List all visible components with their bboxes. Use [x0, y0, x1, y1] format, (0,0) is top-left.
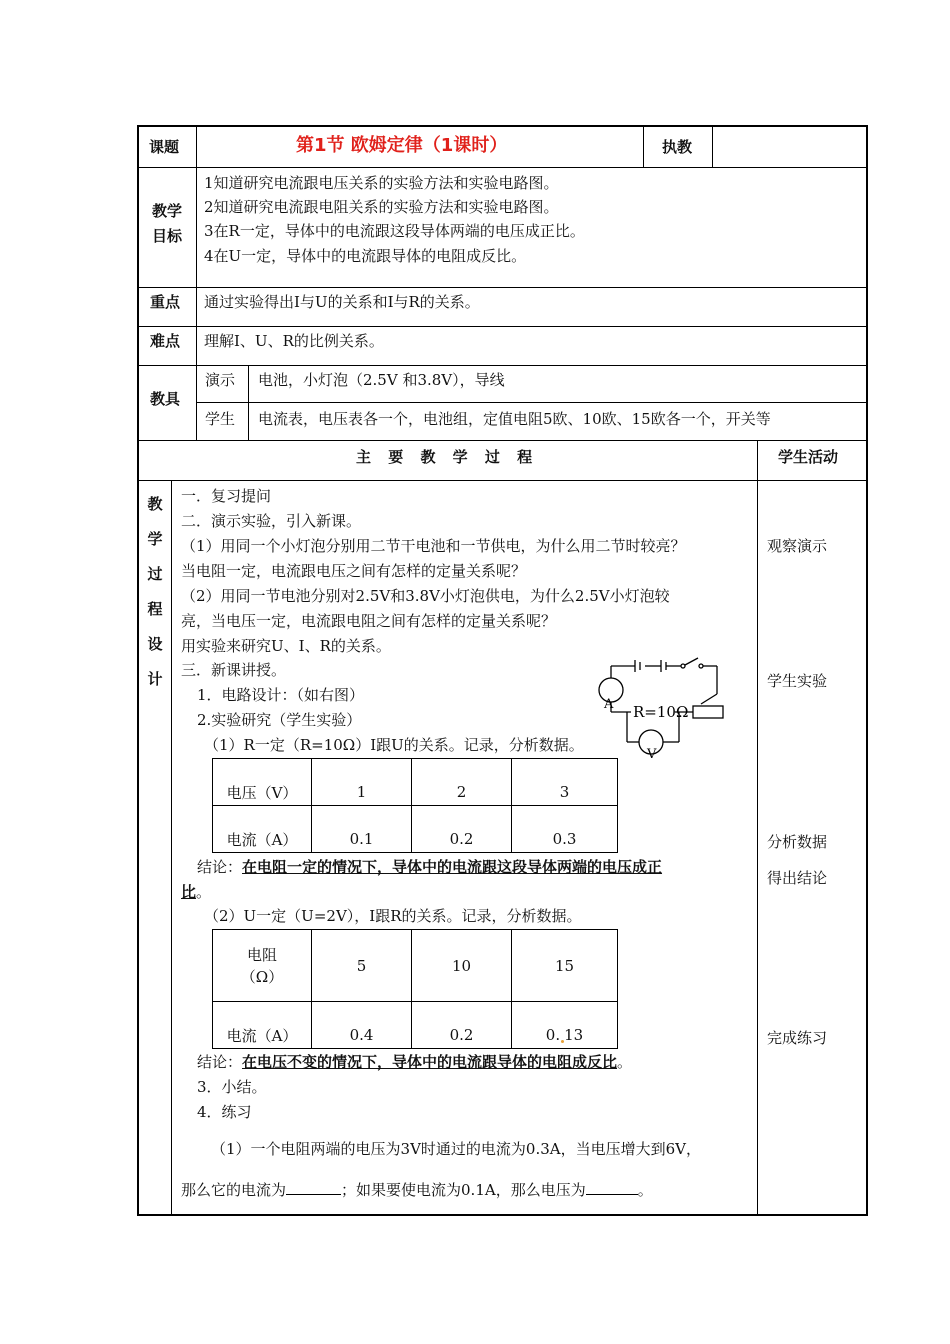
- table-cell: 0.2: [412, 1002, 512, 1049]
- voltmeter-label: V: [647, 747, 657, 762]
- line-q1b: 当电阻一定，电流跟电压之间有怎样的定量关系呢？: [181, 562, 527, 580]
- keypoint-label: 重点: [150, 293, 181, 311]
- circuit-diagram: [595, 652, 730, 764]
- table-cell: 1: [312, 759, 412, 806]
- equipment-label: 教具: [150, 390, 181, 408]
- conclusion-2-prefix: 结论：: [197, 1053, 243, 1071]
- objective-1: 1知道研究电流跟电压关系的实验方法和实验电路图。: [204, 174, 559, 192]
- rule-equip-inner: [197, 402, 868, 403]
- table-cell: [512, 1002, 618, 1049]
- row-label-current: 电流（A）: [213, 806, 312, 853]
- col-equip-sub: [248, 365, 249, 441]
- activity-conclude: 得出结论: [767, 869, 828, 887]
- side-char-2: 学: [147, 530, 163, 548]
- resistor-label: R=10Ω: [633, 703, 689, 721]
- table-cell: 2: [412, 759, 512, 806]
- col-teacher-right: [712, 125, 713, 168]
- line-exp2: （2）U一定（U=2V），I跟R的关系。记录，分析数据。: [204, 907, 582, 925]
- line-experiment: 2.实验研究（学生实验）: [197, 711, 362, 729]
- line-q1: （1）用同一个小灯泡分别用二节干电池和一节供电，为什么用二节时较亮？: [181, 537, 686, 555]
- table-cell-b: 13: [564, 1026, 584, 1044]
- conclusion-1-cont: [181, 882, 211, 902]
- frame-right: [866, 125, 868, 1216]
- ammeter-label: A: [604, 697, 614, 712]
- table-resistance-current: [212, 929, 618, 1049]
- side-char-1: 教: [147, 495, 163, 513]
- objective-4: 4在U一定，导体中的电流跟导体的电阻成反比。: [204, 247, 527, 265]
- col-side: [171, 480, 172, 1215]
- frame-left: [137, 125, 139, 1216]
- table-cell: 15: [512, 930, 618, 1002]
- col-label-top: [196, 125, 197, 441]
- table-cell: 0.1: [312, 806, 412, 853]
- line-circuit: 1．电路设计：（如右图）: [197, 686, 365, 704]
- objective-3: 3在R一定，导体中的电流跟这段导体两端的电压成正比。: [204, 222, 585, 240]
- line-study: 用实验来研究U、I、R的关系。: [181, 637, 391, 655]
- line-practice: 4．练习: [197, 1103, 252, 1121]
- difficulty-text: 理解I、U、R的比例关系。: [204, 332, 384, 350]
- objectives-label-2: 目标: [152, 227, 183, 245]
- line-exercise-b: [181, 1180, 653, 1200]
- side-char-5: 设: [147, 635, 163, 653]
- col-activity: [757, 440, 758, 1215]
- conclusion-2-text: 在电压不变的情况下，导体中的电流跟导体的电阻成反比: [242, 1053, 618, 1071]
- exercise-part-c: 。: [637, 1181, 653, 1199]
- process-side-label: [140, 487, 170, 697]
- side-char-3: 过: [147, 565, 163, 583]
- table-row: [213, 759, 618, 806]
- conclusion-2: [197, 1052, 632, 1072]
- page-title: 第1节 欧姆定律（1课时）: [296, 135, 508, 156]
- row-label-resistance-b: （Ω）: [240, 967, 284, 986]
- table-row: [213, 806, 618, 853]
- line-exp1: （1）R一定（R=10Ω）I跟U的关系。记录，分析数据。: [204, 736, 584, 754]
- line-new: 三．新课讲授。: [181, 661, 287, 679]
- table-cell: 3: [512, 759, 618, 806]
- conclusion-1-period: 。: [196, 883, 212, 901]
- line-exercise: （1）一个电阻两端的电压为3V时通过的电流为0.3A，当电压增大到6V，: [211, 1140, 701, 1158]
- row-label-resistance: [213, 930, 312, 1002]
- side-char-6: 计: [147, 670, 163, 688]
- conclusion-2-period: 。: [617, 1053, 633, 1071]
- equipment-demo-text: 电池，小灯泡（2.5V 和3.8V），导线: [258, 371, 505, 389]
- rule-header: [137, 167, 868, 168]
- conclusion-1-text: 在电阻一定的情况下，导体中的电流跟这段导体两端的电压成正: [242, 858, 663, 876]
- table-voltage-current: [212, 758, 618, 853]
- rule-process-header: [137, 480, 868, 481]
- line-q2: （2）用同一节电池分别对2.5V和3.8V小灯泡供电，为什么2.5V小灯泡较: [181, 587, 670, 605]
- table-cell: 10: [412, 930, 512, 1002]
- line-summary: 3．小结。: [197, 1078, 267, 1096]
- exercise-part-a: 那么它的电流为: [181, 1181, 287, 1199]
- process-header: 主 要 教 学 过 程: [356, 448, 533, 466]
- activity-analyze: 分析数据: [767, 833, 828, 851]
- frame-top: [137, 125, 868, 127]
- difficulty-label: 难点: [150, 332, 181, 350]
- table-row: [213, 930, 618, 1002]
- subject-label: 课题: [149, 138, 180, 156]
- table-cell: 0.4: [312, 1002, 412, 1049]
- equipment-student-text: 电流表，电压表各一个，电池组，定值电阻5欧、10欧、15欧各一个，开关等: [258, 410, 771, 428]
- table-cell: 5: [312, 930, 412, 1002]
- conclusion-1-text-end: 比: [181, 883, 197, 901]
- table-cell: 0.2: [412, 806, 512, 853]
- objectives-label-1: 教学: [152, 202, 183, 220]
- frame-bottom: [137, 1214, 868, 1216]
- exercise-part-b: ；如果要使电流为0.1A，那么电压为: [341, 1181, 586, 1199]
- row-label-resistance-a: 电阻: [246, 945, 277, 964]
- row-label-current-2: 电流（A）: [213, 1002, 312, 1049]
- line-demo: 二．演示实验，引入新课。: [181, 512, 362, 530]
- rule-keypoint: [137, 326, 868, 327]
- conclusion-1-prefix: 结论：: [197, 858, 243, 876]
- keypoint-text: 通过实验得出I与U的关系和I与R的关系。: [204, 293, 480, 311]
- equipment-demo-label: 演示: [205, 371, 236, 389]
- answer-blank-2[interactable]: [586, 1180, 638, 1195]
- row-label-voltage: 电压（V）: [213, 759, 312, 806]
- rule-difficulty: [137, 365, 868, 366]
- table-row: [213, 1002, 618, 1049]
- activity-observe: 观察演示: [767, 537, 828, 555]
- col-teacher-left: [643, 125, 644, 168]
- answer-blank-1[interactable]: [286, 1180, 341, 1195]
- rule-objectives: [137, 287, 868, 288]
- table-cell-a: 0.: [545, 1026, 561, 1044]
- objective-2: 2知道研究电流跟电阻关系的实验方法和实验电路图。: [204, 198, 559, 216]
- line-q2b: 亮，当电压一定，电流跟电阻之间有怎样的定量关系呢？: [181, 612, 557, 630]
- activity-practice: 完成练习: [767, 1029, 828, 1047]
- activity-experiment: 学生实验: [767, 672, 828, 690]
- teacher-label: 执教: [662, 138, 693, 156]
- rule-equipment: [137, 440, 868, 441]
- equipment-student-label: 学生: [205, 410, 236, 428]
- table-cell: 0.3: [512, 806, 618, 853]
- line-review: 一．复习提问: [181, 487, 272, 505]
- conclusion-1: [197, 857, 662, 877]
- activity-header: 学生活动: [778, 448, 839, 466]
- side-char-4: 程: [147, 600, 163, 618]
